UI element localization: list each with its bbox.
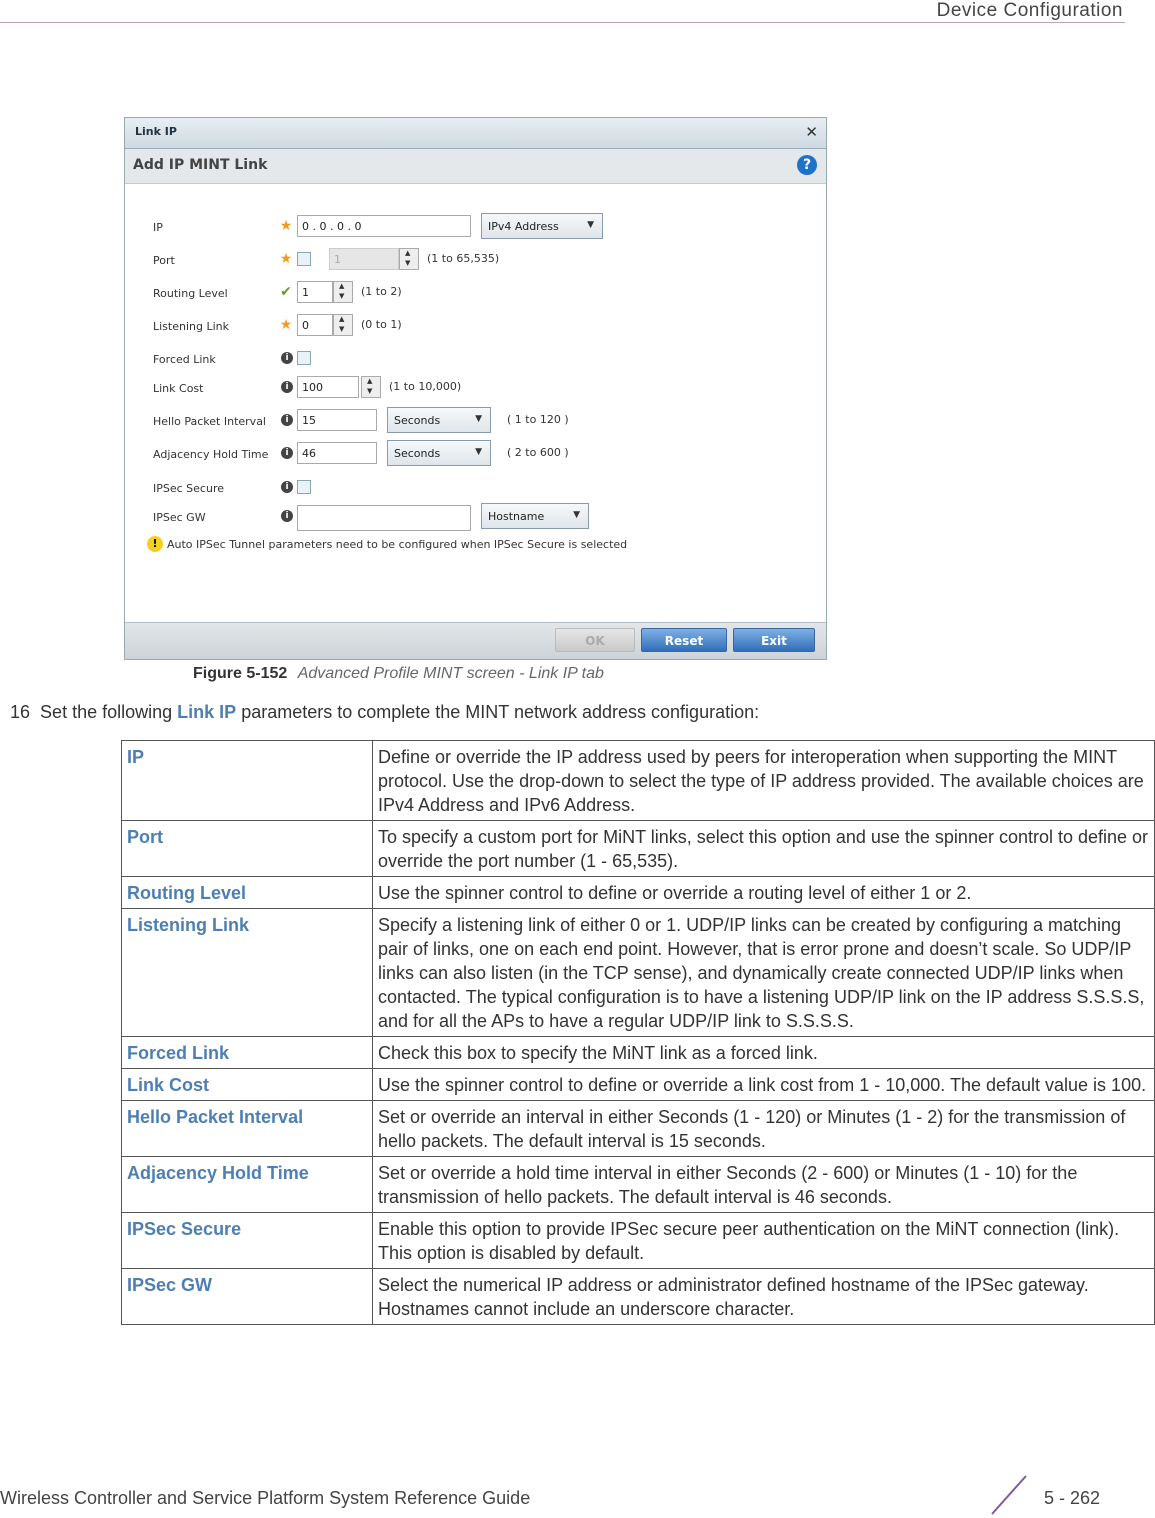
table-row xyxy=(122,1037,1155,1069)
table-row xyxy=(122,1269,1155,1325)
routing-level-field[interactable]: 1 xyxy=(297,281,333,303)
info-icon: i xyxy=(281,481,293,493)
hello-interval-unit-select[interactable]: Seconds ▼ xyxy=(387,407,491,433)
ipsec-gw-label: IPSec GW xyxy=(153,511,206,524)
info-icon: i xyxy=(281,381,293,393)
modified-check-icon: ✔ xyxy=(280,284,292,300)
ip-label: IP xyxy=(153,221,163,234)
step-instruction xyxy=(10,702,759,723)
ipsec-warning-text: Auto IPSec Tunnel parameters need to be configured when IPSec Secure is selected xyxy=(167,538,628,551)
routing-level-spinner[interactable] xyxy=(333,281,353,303)
link-cost-field[interactable]: 100 xyxy=(297,376,359,398)
page-header-title: Device Configuration xyxy=(936,0,1123,21)
listening-link-field[interactable]: 0 xyxy=(297,314,333,336)
link-ip-dialog xyxy=(124,117,827,660)
table-row xyxy=(122,741,1155,821)
param-name: IP xyxy=(122,741,373,821)
help-icon[interactable]: ? xyxy=(797,155,817,175)
row-ipsec-gw xyxy=(125,505,826,533)
step-text-post: parameters to complete the MINT network address configuration: xyxy=(241,702,760,722)
required-star-icon: ★ xyxy=(279,251,293,267)
dialog-section-title: Add IP MINT Link xyxy=(133,157,268,173)
ipsec-secure-checkbox[interactable] xyxy=(297,480,311,494)
param-name: Hello Packet Interval xyxy=(122,1101,373,1157)
adjacency-hold-field[interactable]: 46 xyxy=(297,442,377,464)
routing-level-label: Routing Level xyxy=(153,287,228,300)
ipsec-gw-field[interactable] xyxy=(297,505,471,531)
ip-address-field[interactable]: 0 . 0 . 0 . 0 xyxy=(297,215,471,237)
table-row xyxy=(122,1213,1155,1269)
port-range: (1 to 65,535) xyxy=(427,252,500,265)
link-cost-label: Link Cost xyxy=(153,382,204,395)
adjacency-hold-unit-select[interactable]: Seconds ▼ xyxy=(387,440,491,466)
ipsec-secure-label: IPSec Secure xyxy=(153,482,224,495)
port-spinner[interactable] xyxy=(399,248,419,270)
table-row xyxy=(122,909,1155,1037)
table-row xyxy=(122,1101,1155,1157)
param-description: Define or override the IP address used by peers for interoperation when supporting the MINT protocol. Use the drop-down to select the type of IP address provided. The available choices are IPv4 Address and IPv6 Address. xyxy=(373,741,1155,821)
param-description: Use the spinner control to define or override a link cost from 1 - 10,000. The default value is 100. xyxy=(373,1069,1155,1101)
exit-button[interactable]: Exit xyxy=(733,628,815,652)
step-text-bold: Link IP xyxy=(177,702,237,722)
ipsec-gw-type-select[interactable]: Hostname ▼ xyxy=(481,503,589,529)
param-name: Routing Level xyxy=(122,877,373,909)
row-forced-link xyxy=(125,347,826,375)
table-row xyxy=(122,1157,1155,1213)
required-star-icon: ★ xyxy=(279,317,293,333)
figure-caption-text: Advanced Profile MINT screen - Link IP tab xyxy=(297,665,604,682)
param-description: Use the spinner control to define or override a routing level of either 1 or 2. xyxy=(373,877,1155,909)
param-description: Enable this option to provide IPSec secure peer authentication on the MiNT connection (link). This option is disabled by default. xyxy=(373,1213,1155,1269)
port-label: Port xyxy=(153,254,175,267)
dialog-footer xyxy=(125,622,826,659)
param-name: Adjacency Hold Time xyxy=(122,1157,373,1213)
param-name: Listening Link xyxy=(122,909,373,1037)
reset-button[interactable]: Reset xyxy=(641,628,727,652)
hello-interval-field[interactable]: 15 xyxy=(297,409,377,431)
listening-link-label: Listening Link xyxy=(153,320,230,333)
param-name: Port xyxy=(122,821,373,877)
step-text-pre: Set the following xyxy=(40,702,173,722)
routing-level-range: (1 to 2) xyxy=(361,285,402,298)
port-checkbox[interactable] xyxy=(297,252,311,266)
param-description: Check this box to specify the MiNT link as a forced link. xyxy=(373,1037,1155,1069)
ip-type-select[interactable]: IPv4 Address ▼ xyxy=(481,213,603,239)
dialog-titlebar xyxy=(125,118,826,149)
row-hello-interval xyxy=(125,409,826,437)
figure-number: Figure 5-152 xyxy=(193,665,288,682)
parameter-table xyxy=(121,740,1155,1325)
forced-link-checkbox[interactable] xyxy=(297,351,311,365)
param-name: IPSec Secure xyxy=(122,1213,373,1269)
row-listening-link xyxy=(125,314,826,342)
dialog-section-header xyxy=(125,149,826,184)
footer-guide-title: Wireless Controller and Service Platform System Reference Guide xyxy=(0,1488,531,1508)
param-description: Set or override an interval in either Seconds (1 - 120) or Minutes (1 - 2) for the transmission of hello packets. The default interval is 15 seconds. xyxy=(373,1101,1155,1157)
param-name: Link Cost xyxy=(122,1069,373,1101)
listening-link-range: (0 to 1) xyxy=(361,318,402,331)
link-cost-spinner[interactable] xyxy=(361,376,381,398)
ipsec-warning xyxy=(152,537,628,551)
info-icon: i xyxy=(281,414,293,426)
row-routing-level xyxy=(125,281,826,309)
dialog-window-title: Link IP xyxy=(135,125,177,138)
adjacency-hold-range: ( 2 to 600 ) xyxy=(507,446,569,459)
step-number: 16 xyxy=(10,702,31,722)
forced-link-label: Forced Link xyxy=(153,353,216,366)
warning-icon: ! xyxy=(147,536,163,552)
figure-caption xyxy=(193,665,604,683)
footer-page-number: 5 - 262 xyxy=(1044,1488,1101,1508)
param-name: IPSec GW xyxy=(122,1269,373,1325)
param-name: Forced Link xyxy=(122,1037,373,1069)
row-ipsec-secure xyxy=(125,476,826,504)
port-field[interactable]: 1 xyxy=(329,248,399,270)
table-row xyxy=(122,821,1155,877)
listening-link-spinner[interactable] xyxy=(333,314,353,336)
hello-interval-range: ( 1 to 120 ) xyxy=(507,413,569,426)
required-star-icon: ★ xyxy=(279,218,293,234)
row-ip xyxy=(125,215,826,243)
info-icon: i xyxy=(281,447,293,459)
link-cost-range: (1 to 10,000) xyxy=(389,380,462,393)
table-row xyxy=(122,1069,1155,1101)
param-description: To specify a custom port for MiNT links, select this option and use the spinner control to define or override the port number (1 - 65,535). xyxy=(373,821,1155,877)
row-port xyxy=(125,248,826,276)
info-icon: i xyxy=(281,510,293,522)
ok-button[interactable]: OK xyxy=(555,628,635,652)
info-icon: i xyxy=(281,352,293,364)
row-link-cost xyxy=(125,376,826,404)
adjacency-hold-label: Adjacency Hold Time xyxy=(153,448,269,461)
param-description: Select the numerical IP address or administrator defined hostname of the IPSec gateway. Hostnames cannot include an underscore character. xyxy=(373,1269,1155,1325)
param-description: Specify a listening link of either 0 or 1. UDP/IP links can be created by configuring a matching pair of links, one on each end point. However, that is error prone and doesn’t scale. So UDP/IP links can also listen (in the TCP sense), and dynamically create connected UDP/IP links when contacted. The typical configuration is to have a listening UDP/IP link on the IP address S.S.S.S, and for all the APs to have a regular UDP/IP link to S.S.S.S. xyxy=(373,909,1155,1037)
header-rule xyxy=(0,22,1125,23)
param-description: Set or override a hold time interval in either Seconds (2 - 600) or Minutes (1 - 10) for the transmission of hello packets. The default interval is 46 seconds. xyxy=(373,1157,1155,1213)
hello-interval-label: Hello Packet Interval xyxy=(153,415,266,428)
table-row xyxy=(122,877,1155,909)
footer-slash-decoration xyxy=(990,1474,1030,1516)
row-adjacency-hold xyxy=(125,442,826,470)
close-icon[interactable]: ✕ xyxy=(805,123,818,141)
